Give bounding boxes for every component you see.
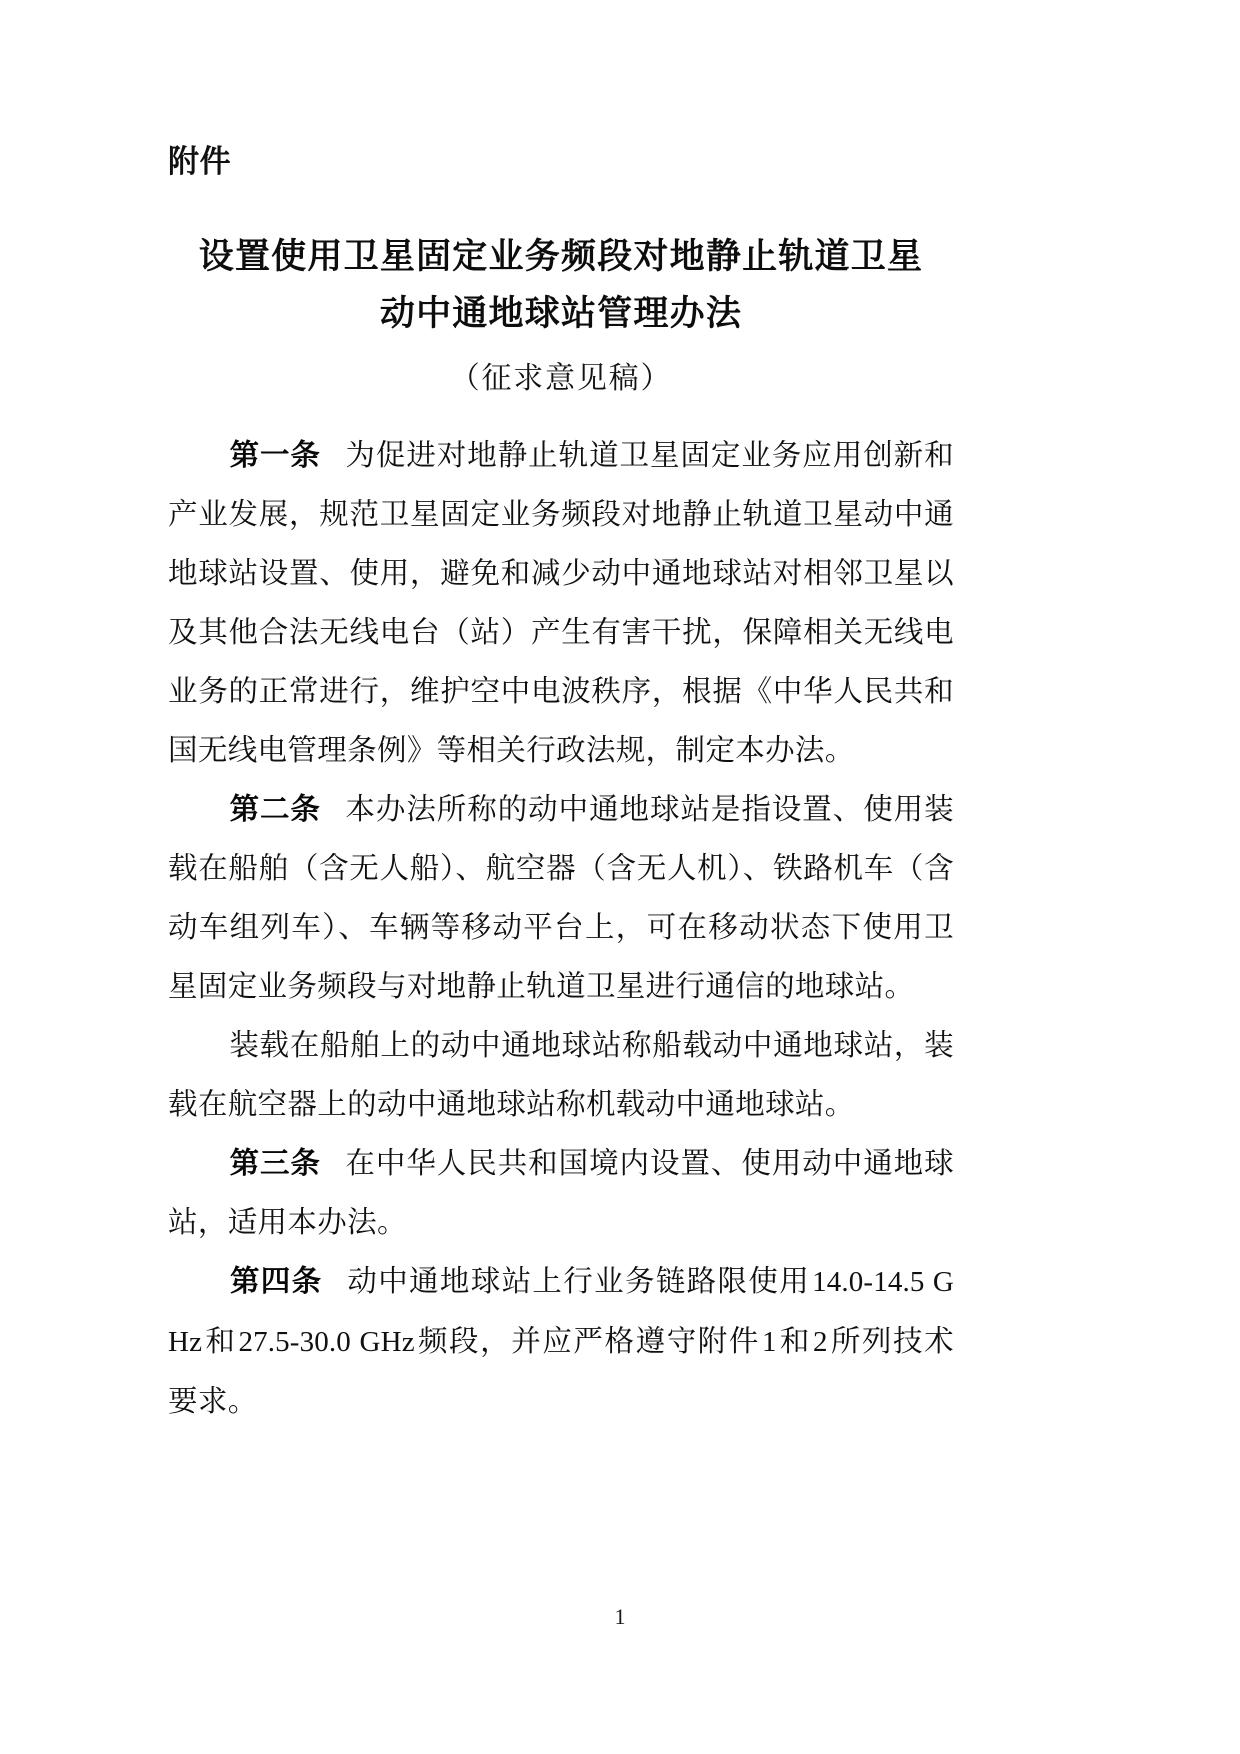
article-4-text-part-2: 和 xyxy=(204,1324,237,1359)
article-marker-3: 第三条 xyxy=(229,1147,321,1181)
document-body xyxy=(168,426,954,1431)
article-text-3: 在中华人民共和国境内设置、使用动中通地球站，适用本办法。 xyxy=(168,1146,954,1240)
document-title xyxy=(168,229,954,342)
article-4-text-part-4: 和 xyxy=(778,1324,811,1359)
attachment-label: 附件 xyxy=(168,144,232,179)
frequency-band-uplink-ka: 27.5-30.0 GHz xyxy=(238,1326,415,1359)
article-4-text-part-3: 频段，并应严格遵守附件 xyxy=(416,1324,760,1359)
article-paragraph-2b xyxy=(168,1016,954,1134)
article-text-1: 为促进对地静止轨道卫星固定业务应用创新和产业发展，规范卫星固定业务频段对地静止轨道卫星动中通地球站设置、使用，避免和减少动中通地球站对相邻卫星以及其他合法无线电台（站）产生有害干扰，保障相关无线电业务的正常进行，维护空中电波秩序，根据《中华人民共和国无线电管理条例》等相关行政法规，制定本办法。 xyxy=(168,438,954,768)
document-content xyxy=(168,0,954,1431)
article-marker-1: 第一条 xyxy=(229,439,321,473)
article-4-text-part-1: 动中通地球站上行业务链路限使用 xyxy=(346,1264,811,1299)
frequency-band-uplink-ku: 14.0-14.5 GHz xyxy=(168,1266,955,1359)
article-paragraph-4 xyxy=(168,1252,954,1431)
article-marker-4: 第四条 xyxy=(229,1265,323,1299)
article-paragraph-3 xyxy=(168,1134,954,1252)
article-marker-2: 第二条 xyxy=(229,793,321,827)
title-line-1: 设置使用卫星固定业务频段对地静止轨道卫星 xyxy=(198,237,924,276)
annex-number-2: 2 xyxy=(812,1326,828,1359)
annex-number-1: 1 xyxy=(761,1326,777,1359)
article-paragraph-1 xyxy=(168,426,954,780)
document-subtitle: （征求意见稿） xyxy=(449,361,673,397)
article-4-text-part-5: 所列技术要求。 xyxy=(168,1324,954,1419)
article-text-2: 本办法所称的动中通地球站是指设置、使用装载在船舶（含无人船）、航空器（含无人机）、铁路机车（含动车组列车）、车辆等移动平台上，可在移动状态下使用卫星固定业务频段与对地静止轨道卫星进行通信的地球站。 xyxy=(168,792,954,1004)
page-number: 1 xyxy=(614,1604,626,1629)
article-paragraph-2 xyxy=(168,780,954,1016)
title-line-2: 动中通地球站管理办法 xyxy=(379,293,743,333)
article-text-2b: 装载在船舶上的动中通地球站称船载动中通地球站，装载在航空器上的动中通地球站称机载动中通地球站。 xyxy=(168,1028,954,1122)
